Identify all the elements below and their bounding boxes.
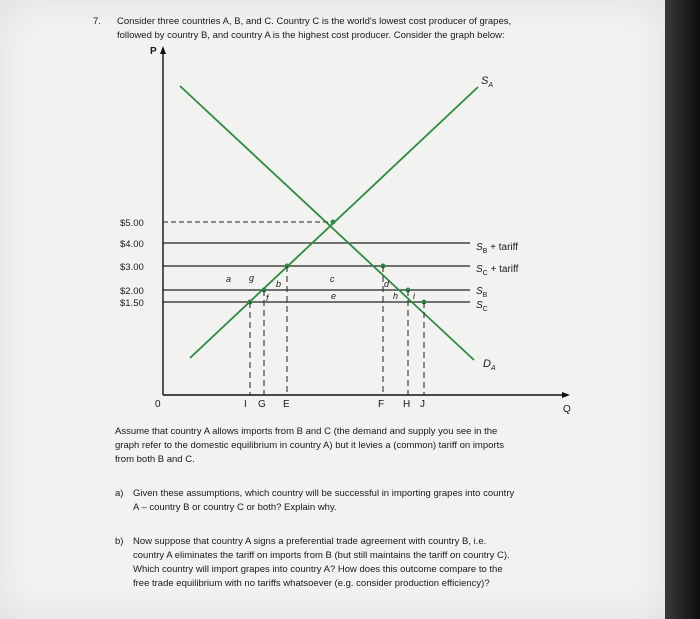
sb-tariff-label: $S_B$ + tariff (476, 242, 519, 255)
sc-label: $S_C$ (476, 300, 488, 313)
question-intro-line-1: Consider three countries A, B, and C. Country C is the world's lowest cost producer of grapes, (117, 16, 512, 27)
demand-curve-da (180, 86, 474, 360)
page-edge-shadow (665, 0, 700, 619)
price-label-2: $2.00 (120, 286, 144, 297)
quantity-label-f: F (378, 399, 385, 410)
part-b-line-1: Now suppose that country A signs a preferential trade agreement with country B, i.e. (133, 536, 487, 547)
sb-label: $S_B$ (476, 286, 488, 299)
part-b-line-3: Which country will import grapes into country A? How does this outcome compare to the (133, 564, 503, 575)
assumption-line-2: graph refer to the domestic equilibrium in country A) but it levies a (common) tariff on imports (115, 440, 504, 451)
price-label-5: $5.00 (120, 218, 144, 229)
quantity-label-e: E (283, 399, 290, 410)
origin-label: 0 (155, 399, 161, 410)
part-a-line-1: Given these assumptions, which country will be successful in importing grapes into country (133, 488, 515, 499)
price-label-3: $3.00 (120, 262, 144, 273)
part-a-label: a) (115, 488, 124, 499)
price-label-4: $4.00 (120, 239, 144, 250)
y-axis-arrow (160, 46, 166, 54)
area-label-g: g (249, 273, 255, 283)
demand-curve-label: $D_A$ (483, 358, 496, 372)
assumption-line-3: from both B and C. (115, 454, 195, 465)
question-number: 7. (93, 16, 101, 27)
part-b-label: b) (115, 536, 124, 547)
area-label-b: b (276, 279, 282, 289)
price-label-1-5: $1.50 (120, 298, 144, 309)
assumption-line-1: Assume that country A allows imports from B and C (the demand and supply you see in the (115, 426, 498, 437)
area-label-e: e (331, 291, 337, 301)
quantity-label-i: I (244, 399, 247, 410)
sc-tariff-label: $S_C$ + tariff (476, 264, 519, 277)
quantity-label-g: G (258, 399, 266, 410)
area-label-c: c (330, 274, 335, 284)
area-label-f: f (266, 293, 269, 303)
area-label-h: h (393, 291, 399, 301)
equilibrium-dot (331, 220, 336, 225)
y-axis-label: P (150, 46, 157, 57)
quantity-label-j: J (420, 399, 425, 410)
part-b-line-2: country A eliminates the tariff on imports from B (but still maintains the tariff on country C). (133, 550, 510, 561)
area-label-a: a (226, 274, 232, 284)
quantity-label-h: H (403, 399, 411, 410)
x-axis-arrow (562, 392, 570, 398)
part-b-line-4: free trade equilibrium with no tariffs whatsoever (e.g. consider production efficiency)? (133, 578, 490, 589)
area-label-i: i (413, 291, 415, 301)
area-label-d: d (384, 279, 390, 289)
supply-curve-label: $S_A$ (481, 75, 494, 89)
part-a-line-2: A – country B or country C or both? Explain why. (133, 502, 337, 513)
question-intro-line-2: followed by country B, and country A is the highest cost producer. Consider the graph below: (117, 30, 505, 41)
x-axis-label: Q (563, 404, 571, 415)
